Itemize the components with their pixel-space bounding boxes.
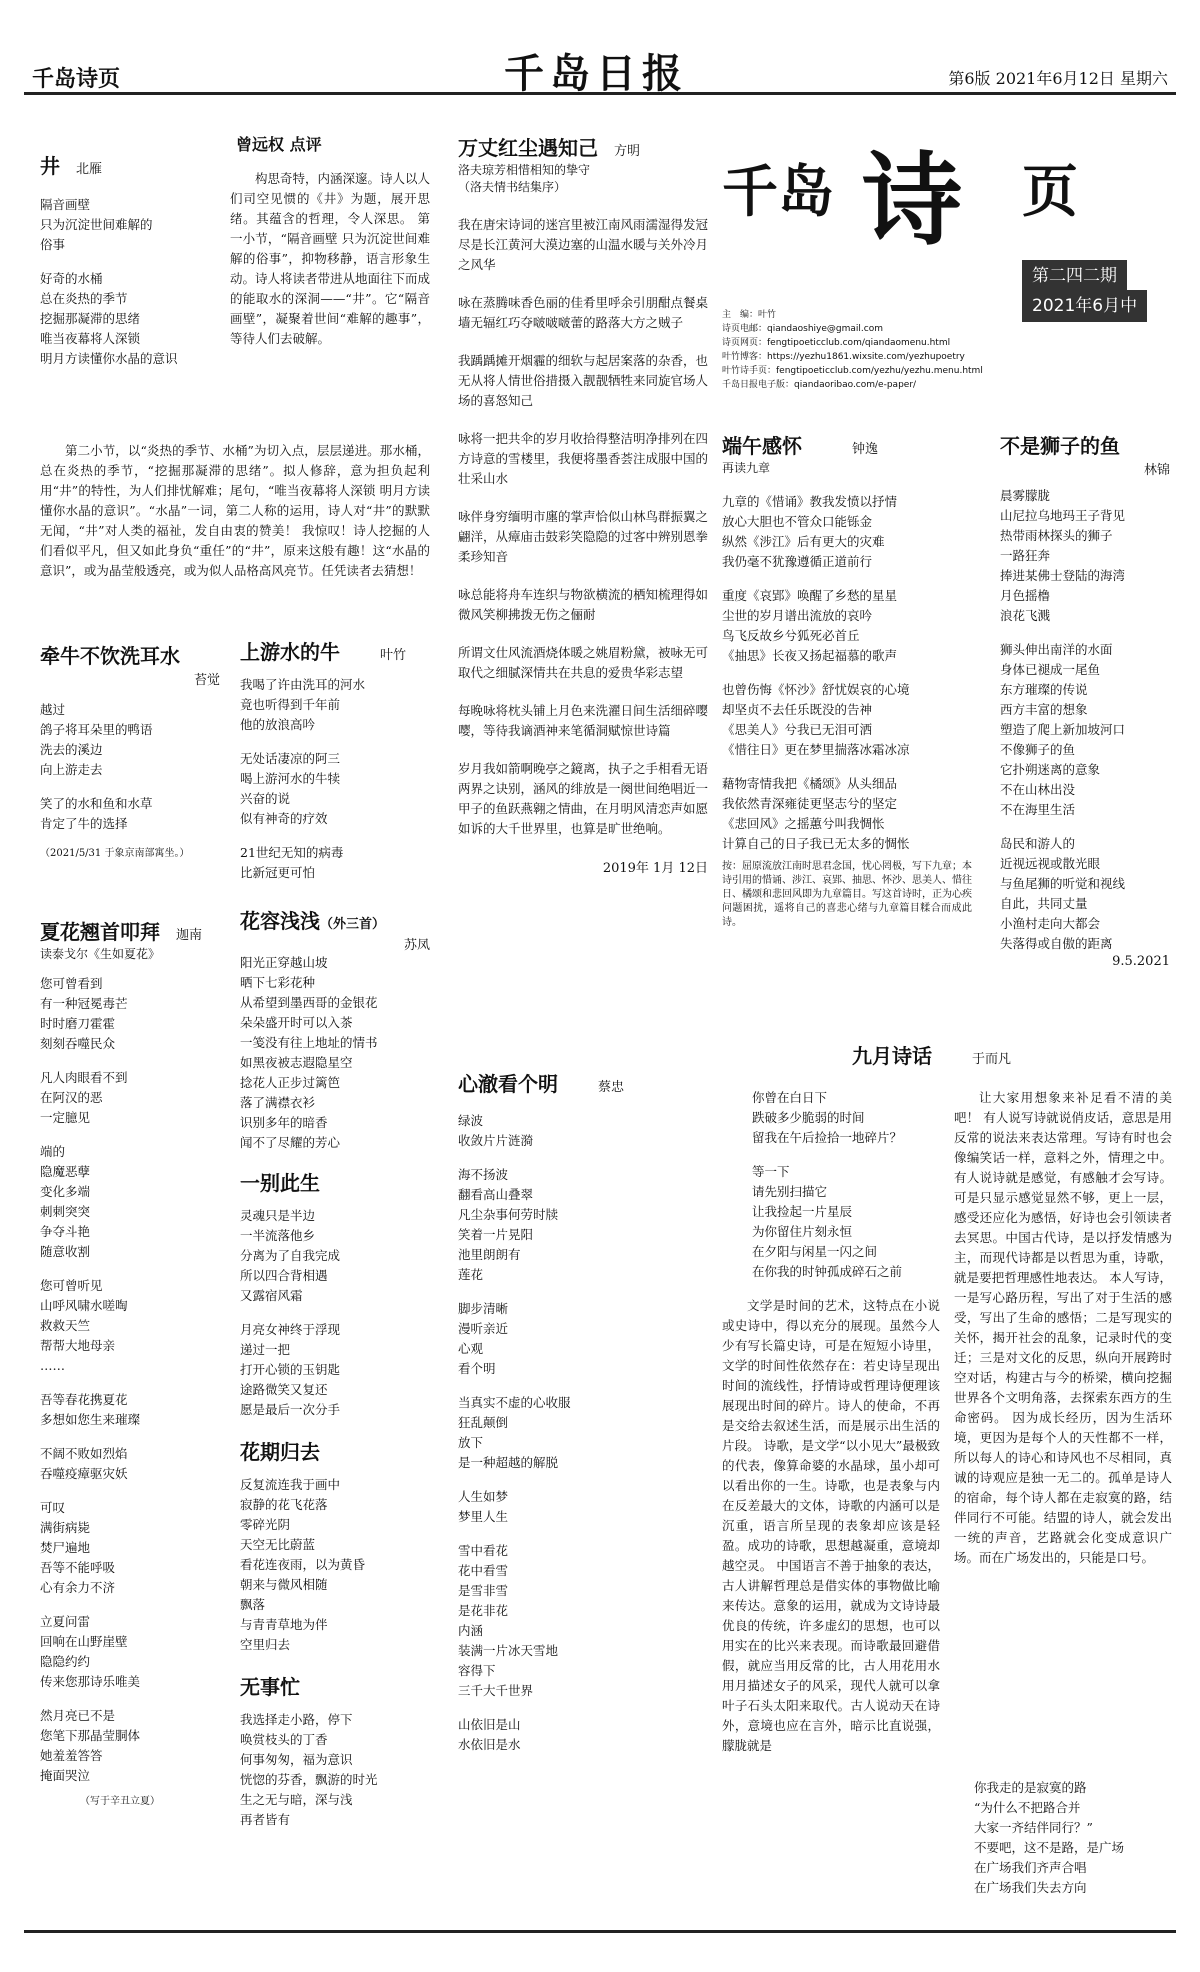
prose-paragraph: 所谓文仕风流酒烧体暖之姚眉粉黛，被咏无可取代之细腻深情共在共息的爱贵华彩志望	[458, 645, 708, 680]
poem-line: 吾等不能呼吸	[40, 1560, 116, 1575]
poem-line: 肯定了牛的选择	[40, 816, 128, 831]
poem-line: 朝来与微风相随	[240, 1577, 328, 1592]
poem-line: 身体已褪成一尾鱼	[1000, 662, 1101, 677]
poem-line: 好奇的水桶	[40, 271, 103, 286]
stanza-break	[40, 780, 220, 794]
poem-line: 零碎光阴	[240, 1517, 291, 1532]
poem-line: 刻刻吞噬民众	[40, 1036, 116, 1051]
poem-title: 井	[40, 154, 60, 178]
stanza-break	[458, 1379, 708, 1393]
poem-line: 翻看高山叠翠	[458, 1187, 534, 1202]
poem-shangyou	[240, 636, 430, 883]
poem-line: ……	[40, 1358, 65, 1373]
poem-date: 9.5.2021	[1112, 954, 1170, 969]
poem-line: 隐魔恶孽	[40, 1164, 91, 1179]
poem-xiahua	[40, 916, 220, 1807]
poem-line: 不阔不败如烈焰	[40, 1446, 128, 1461]
poem-line: 闻不了尽耀的芳心	[240, 1135, 341, 1150]
poetry-page-masthead	[722, 140, 1162, 410]
poem-line: 心观	[458, 1341, 484, 1356]
poem-line: 洗去的溪边	[40, 742, 103, 757]
poem-line: 看个明	[458, 1361, 496, 1376]
poem-line: 天空无比蔚蓝	[240, 1537, 316, 1552]
poem-line: 失落得或自傲的距离	[1000, 936, 1113, 951]
poem-line: 凡人肉眼看不到	[40, 1070, 128, 1085]
poem-title: 不是狮子的鱼	[1000, 434, 1120, 458]
poem-line: 九章的《惜诵》教我发愤以抒情	[722, 494, 898, 509]
poem-line: 识别多年的暗香	[240, 1115, 328, 1130]
poem-line: 一半流落他乡	[240, 1228, 316, 1243]
poem-line: 俗事	[40, 237, 66, 252]
stanza-break	[722, 760, 972, 774]
poem-line: 热带雨林探头的狮子	[1000, 528, 1113, 543]
poem-line: 雪中看花	[458, 1543, 509, 1558]
poem-line: 明月方读懂你水晶的意识	[40, 351, 178, 366]
stanza-break	[240, 1306, 430, 1320]
poem-lines	[240, 675, 430, 883]
poem-stanzas	[722, 492, 972, 854]
poem-line: 21世纪无知的病毒	[240, 845, 344, 860]
poem-line: 让我捡起一片星辰	[752, 1204, 853, 1219]
poem-line: 吞噬疫瘴驱灾妖	[40, 1466, 128, 1481]
prose-paragraph: 我在唐宋诗词的迷宫里被江南风雨濡湿得发冠尽是长江黄河大漠边塞的山温水暖与关外冷月之风华	[458, 217, 708, 272]
poem-line: 再者皆有	[240, 1812, 291, 1827]
poem-line: 莲花	[458, 1267, 484, 1282]
poem-line: 唯当夜幕将人深锁	[40, 331, 141, 346]
essay-closing	[954, 1778, 1172, 1898]
poem-line: 收敛片片涟漪	[458, 1133, 534, 1148]
poem-line: 笑着一片晃阳	[458, 1227, 534, 1242]
commentary-lower: 第二小节，以“炎热的季节、水桶”为切入点，层层递进。那水桶，总在炎热的季节，“挖掘那凝滞的思绪”。拟人修辞，意为担负起利用“井”的特性，为人们排忧解难；尾句，“唯当夜幕将人深锁 明月方读懂你水晶的意识”。“水晶”一词，第二人称的运用，诗人对“井”的默默无闻，“井”对人类的福祉，发自由衷的赞美！ 我惊叹！诗人挖掘的人们看似平凡，但又如此身负“重任”的“井”，原来这般有趣！这“水晶的意识”，或为晶莹般透亮，或为似人品格高风亮节。任凭读者去猜想！	[40, 442, 430, 578]
poem-line: 纵然《涉江》后有更大的灾难	[722, 534, 885, 549]
stanza-break	[458, 1527, 708, 1541]
stanza-break	[1000, 820, 1170, 834]
poem-line: 塑造了爬上新加坡河口	[1000, 722, 1126, 737]
poem-line: 绿波	[458, 1113, 484, 1128]
poem-line: 《惜往日》更在梦里揣落冰霜冰凉	[722, 742, 910, 757]
poem-line: 在阿汉的恶	[40, 1090, 103, 1105]
poem-line: 愿是最后一次分手	[240, 1402, 341, 1417]
poem-line: 看花连夜雨，以为黄昏	[240, 1557, 366, 1572]
poem-line: 你曾在白日下	[752, 1090, 828, 1105]
poem-lines	[240, 1475, 430, 1655]
poem-line: 兴奋的说	[240, 791, 291, 806]
essay-prose-a: 文学是时间的艺术，这特点在小说或史诗中，得以充分的展现。虽然今人少有写长篇史诗，可是在短短小诗里，文学的时间性依然存在：若史诗呈现出时间的流线性，抒情诗或哲理诗便理该展现出时间的碎片。诗人的使命，不再是交给去叙述生活，而是展示出生活的片段。 诗歌，是文学“以小见大”最极致的代表，像算命婆的水晶球，虽小却可以看出你的一生。诗歌，也是表象与内在反差最大的文体，诗歌的内涵可以是沉重，语言所呈现的表象却应该是轻盈。成功的诗歌，思想越凝重，意境却越空灵。 中国语言不善于抽象的表达，古人讲解哲理总是借实体的事物做比喻来传达。意象的运用，就成为文诗诗最优良的传统，许多虚幻的思想，也可以用实在的比兴来表现。而诗歌最回避借假，就应当用反常的比，古人用花用水用月描述女子的风采，现代人就可以拿叶子石头太阳来取代。古人说动天在诗外，意境也应在言外，暗示比直说强，朦胧就是	[722, 1298, 940, 1753]
poem-line: 在广场我们齐声合唱	[974, 1860, 1087, 1875]
poem-line: 生之无与暗，深与浅	[240, 1792, 353, 1807]
poem-lines	[240, 1710, 430, 1830]
poem-line: 回响在山野崖壁	[40, 1634, 128, 1649]
stanza-break	[40, 1262, 220, 1276]
poem-line: 不在山林出没	[1000, 782, 1076, 797]
poem-line: 在广场我们失去方向	[974, 1880, 1087, 1895]
essay-prose-b: 让大家用想象来补足看不清的美吧！ 有人说写诗就说俏皮话，意思是用反常的说法来表达常理。写诗有时也会像编笑话一样，意料之外，情理之中。有人说诗就是感觉，有感触才会写诗。可是只显示感觉显然不够，更上一层，感受还应化为感悟，好诗也会引领读者去冥思。中国古代诗，是以抒发情感为主，而现代诗都是以哲思为重，诗歌，就是要把哲理感性地表达。 本人写诗，一是写心路历程，写出了对于生活的感受，写出了生命的感悟；二是写现实的关怀，揭开社会的乱象，记录时代的变迁；三是对文化的反思，纵向开展跨时空对话，构建古与今的桥梁，横向挖掘世界各个文明角落，去探索东西方的生命密码。 因为成长经历，因为生活环境，更因为是每个人的天性都不一样，所以每人的诗心和诗风也不尽相同，真诚的诗观应是独一无二的。孤单是诗人的宿命，每个诗人都在走寂寞的路，结伴同行不可能。结盟的诗人，就会发出一统的声音，艺路就会化变成意识广场。而在广场发出的，只能是口号。	[954, 1090, 1172, 1565]
poem-title: 上游水的牛	[240, 640, 340, 664]
poem-line: 挖掘那凝滞的思绪	[40, 311, 141, 326]
poem-author: 林锦	[1143, 463, 1170, 478]
staff-line: 诗页电邮：qiandaoshiye@gmail.com	[722, 324, 884, 334]
poem-line: 比新冠更可怕	[240, 865, 316, 880]
poem-line: 阳光正穿越山坡	[240, 955, 328, 970]
poem-line: 容得下	[458, 1663, 496, 1678]
poem-line: 又露宿风霜	[240, 1288, 303, 1303]
masthead-title: 千岛日报	[504, 50, 688, 97]
poem-line: 一定臆见	[40, 1110, 91, 1125]
commentary-upper	[230, 132, 430, 349]
essay-verse	[722, 1088, 940, 1282]
poem-line: 晒下七彩花种	[240, 975, 316, 990]
poem-lines	[1000, 486, 1170, 954]
poem-line: 晨雾朦胧	[1000, 488, 1051, 503]
stanza-break	[40, 255, 210, 269]
poem-huaqi	[240, 1436, 430, 1655]
stanza-break	[722, 666, 972, 680]
poem-line: 越过	[40, 702, 66, 717]
poem-line: 近视远视或散光眼	[1000, 856, 1101, 871]
poem-line: 我仍毫不犹豫遵循正道前行	[722, 554, 873, 569]
essay-left-col	[722, 1088, 940, 1896]
poem-line: 您可曾听见	[40, 1278, 103, 1293]
poem-line: 帮帮大地母亲	[40, 1338, 116, 1353]
poem-line: 与青青草地为伴	[240, 1617, 328, 1632]
poem-note: 按：屈原流放江南时思君念国，忧心罔极，写下九章；本诗引用的惜诵、涉江、哀郢、抽思、怀沙、思美人、惜往日、橘颂和悲回风即为九章篇目。写这首诗时，正为心疾问题困扰，遥将自己的喜悲心绪与九章篇目糅合而成此诗。	[722, 861, 972, 928]
poem-line: 捻花人正步过篱笆	[240, 1075, 341, 1090]
stanza-break	[40, 1598, 220, 1612]
poem-line: 山呼风啸水嗟啕	[40, 1298, 128, 1313]
staff-list	[722, 308, 983, 392]
staff-line: 千岛日报电子版：qiandaoribao.com/e-paper/	[722, 380, 917, 390]
poem-line: 空里归去	[240, 1637, 291, 1652]
poem-line: 浪花飞溅	[1000, 608, 1051, 623]
poem-line: 重度《哀郢》唤醒了乡愁的星星	[722, 588, 898, 603]
poem-line: 放心大胆也不管众口能铄金	[722, 514, 873, 529]
poem-line: 海不扬波	[458, 1167, 509, 1182]
poem-sub: （外三首）	[320, 917, 386, 932]
poem-author: 苔觉	[193, 673, 220, 688]
poem-line: 我喝了许由洗耳的河水	[240, 677, 366, 692]
poem-line: 在夕阳与闲星一闪之间	[752, 1244, 878, 1259]
poem-line: 只为沉淀世间难解的	[40, 217, 153, 232]
poem-line: 不在海里生活	[1000, 802, 1076, 817]
poem-line: 山依旧是山	[458, 1717, 521, 1732]
poem-line: 梦里人生	[458, 1509, 509, 1524]
poem-line: 飘落	[240, 1597, 266, 1612]
poem-line: 月亮女神终于浮现	[240, 1322, 341, 1337]
poem-line: 变化多端	[40, 1184, 91, 1199]
poem-author: 叶竹	[380, 648, 407, 663]
stanza-break	[458, 1473, 708, 1487]
poem-line: 脚步清晰	[458, 1301, 509, 1316]
poem-line: 立夏问雷	[40, 1614, 91, 1629]
poem-line: 请先别扫描它	[752, 1184, 828, 1199]
poem-line: 从希望到墨西哥的金银花	[240, 995, 378, 1010]
poem-line: 一笺没有往上地址的情书	[240, 1035, 378, 1050]
poem-line: 是雪非雪	[458, 1583, 509, 1598]
poem-line: 吾等春花携夏花	[40, 1392, 128, 1407]
staff-line: 叶竹诗手页：fengtipoeticclub.com/yezhu/yezhu.menu.html	[722, 366, 983, 376]
stanza-break	[40, 1128, 220, 1142]
poem-line: 寂静的花飞花落	[240, 1497, 328, 1512]
poem-line: 当真实不虚的心收服	[458, 1395, 571, 1410]
poem-lines	[40, 195, 210, 369]
poem-line: 无处话凄凉的阿三	[240, 751, 341, 766]
issue-date: 2021年6月中	[1022, 290, 1147, 322]
poem-line: 计算自己的日子我已无太多的惆怅	[722, 836, 910, 851]
masthead-name-right: 页	[1022, 159, 1078, 225]
poem-line: 《思美人》兮我已无泪可洒	[722, 722, 873, 737]
poem-line: 花中看雪	[458, 1563, 509, 1578]
prose-paragraph: 咏将一把共伞的岁月收拾得整洁明净排列在四方诗意的雪楼里，我便将墨香荟注成服中国的壮采山水	[458, 431, 708, 486]
poem-line: 途路微笑又复还	[240, 1382, 328, 1397]
poem-line: 他的放浪高吟	[240, 717, 316, 732]
poem-title: 花期归去	[240, 1440, 320, 1464]
poem-line: 落了满襟衣衫	[240, 1095, 316, 1110]
stanza-break	[40, 1376, 220, 1390]
stanza-break	[240, 829, 430, 843]
stanza-break	[722, 572, 972, 586]
poem-line: 反复流连我于画中	[240, 1477, 341, 1492]
poem-line: 有一种冠冕毒芒	[40, 996, 128, 1011]
poem-line: 掩面哭泣	[40, 1768, 91, 1783]
commentary-text: 构思奇特，内涵深邃。诗人以人们司空见惯的《井》为题，展开思绪。其蕴含的哲理，令人深思。 第一小节，“隔音画壁 只为沉淀世间难解的俗事”，抑物移静，语言形象生动。诗人将读者带进从地面往下而成的能取水的深洞——“井”。它“隔音画壁”，凝聚着世间“难解的趣事”，等待人们去破解。	[230, 171, 430, 346]
poem-line: 狂乱颠倒	[458, 1415, 509, 1430]
prose-paragraph: 咏伴身穷缅明市廛的掌声恰似山林鸟群振翼之翩洋，从瘴庙击鼓彩笑隐隐的过客中辨别恩拳柔珍知音	[458, 509, 708, 564]
poem-line: 唤赏枝头的丁香	[240, 1732, 328, 1747]
essay-title: 九月诗话	[852, 1044, 932, 1068]
poem-lines	[240, 953, 430, 1153]
poem-line: 争夺斗艳	[40, 1224, 91, 1239]
staff-line: 叶竹博客：https://yezhu1861.wixsite.com/yezhupoetry	[722, 352, 965, 362]
poem-line: 朵朵盛开时可以入茶	[240, 1015, 353, 1030]
masthead-name-mid: 诗	[862, 141, 962, 259]
poem-line: 传来您那诗乐唯美	[40, 1674, 141, 1689]
poem-lines	[240, 1206, 430, 1420]
date-line: 第6版 2021年6月12日 星期六	[948, 69, 1168, 88]
poem-subtitle: 再读九章	[722, 461, 771, 475]
poem-line: 等一下	[752, 1164, 790, 1179]
prose-paragraph: 我踽踽摊开烟霾的细软与起居案落的杂香，也无从将人情世俗措摄入靓靓牺牲来同旋官场人场的喜怒知己	[458, 353, 708, 408]
poem-line: 分离为了自我完成	[240, 1248, 341, 1263]
poem-line: 池里朗朗有	[458, 1247, 521, 1262]
poem-line: 递过一把	[240, 1342, 291, 1357]
poem-line: 如黑夜被志遐隐星空	[240, 1055, 353, 1070]
poem-line: 你我走的是寂寞的路	[974, 1780, 1087, 1795]
poem-line: 她羞羞答答	[40, 1748, 103, 1763]
staff-line: 主 编：叶竹	[722, 310, 777, 320]
poem-line: 灵魂只是半边	[240, 1208, 316, 1223]
poem-line: 您可曾看到	[40, 976, 103, 991]
poem-line: 喝上游河水的牛犊	[240, 771, 341, 786]
poem-title: 花容浅浅	[240, 909, 320, 933]
poem-xinche	[458, 1068, 708, 1755]
poem-note: （2021/5/31 于象京南部寓坐。）	[40, 848, 190, 859]
poem-line: 多想如您生来璀璨	[40, 1412, 141, 1427]
essay-author: 于而凡	[972, 1052, 1012, 1067]
prose-paragraph: 咏总能将舟车连织与物欲横流的栖知梳理得如微风笑柳拂拨无伤之俪耐	[458, 587, 708, 622]
poem-line: 三千大千世界	[458, 1683, 534, 1698]
poem-buishi	[1000, 430, 1170, 969]
masthead-name-left: 千岛	[722, 159, 834, 225]
stanza-break	[40, 1430, 220, 1444]
poem-line: 自此，共同丈量	[1000, 896, 1088, 911]
poem-note: （写于辛丑立夏）	[80, 1796, 160, 1807]
poem-author: 苏凤	[403, 938, 430, 953]
poem-line: 可叹	[40, 1500, 66, 1515]
header-rule	[24, 92, 1176, 95]
poem-line: 尘世的岁月谱出流放的哀吟	[722, 608, 873, 623]
poem-subtitle: 洛夫琼芳相惜相知的挚守	[458, 163, 591, 177]
poem-wanzhang	[458, 132, 708, 876]
stanza-break	[40, 1054, 220, 1068]
poem-well	[40, 150, 210, 369]
poem-line: 不要吧，这不是路，是广场	[974, 1840, 1125, 1855]
poem-subtitle: 读泰戈尔《生如夏花》	[40, 947, 161, 961]
poem-subtitle-2: （洛夫情书结集序）	[458, 180, 567, 194]
poem-line: 刺刺突突	[40, 1204, 91, 1219]
poem-line: 满街病毙	[40, 1520, 91, 1535]
poem-line: 留我在午后捡拾一地碎片？	[752, 1130, 903, 1145]
page-header	[24, 40, 1176, 100]
poem-line: 笑了的水和鱼和水草	[40, 796, 153, 811]
poem-line: 西方丰富的想象	[1000, 702, 1088, 717]
poem-huarong	[240, 905, 430, 1153]
poem-wushimang	[240, 1671, 430, 1830]
poem-lines	[458, 1111, 708, 1755]
prose-paragraph: 每晚咏将枕头铺上月色来洗濯日间生活细碎嘤嘤，等待我谪酒神来笔循洞赋惊世诗篇	[458, 703, 708, 738]
poem-line: 捧进某佛士登陆的海湾	[1000, 568, 1126, 583]
poem-lines	[40, 700, 220, 834]
poem-line: 端的	[40, 1144, 66, 1159]
poem-line: 岛民和游人的	[1000, 836, 1076, 851]
col2-poems	[240, 636, 430, 1830]
stanza-break	[458, 1151, 708, 1165]
poem-title: 万丈红尘遇知己	[458, 136, 598, 160]
poem-line: 一路狂奔	[1000, 548, 1051, 563]
essay-right-col	[954, 1088, 1172, 1898]
poem-line: 不像狮子的鱼	[1000, 742, 1076, 757]
poem-line: 大家一齐结伴同行？”	[974, 1820, 1093, 1835]
poem-line: 漫听亲近	[458, 1321, 509, 1336]
poem-line: 是一种超越的解脱	[458, 1455, 559, 1470]
stanza-break	[40, 1692, 220, 1706]
poem-line: 所以四合背相遇	[240, 1268, 328, 1283]
poem-line: 在你我的时钟孤成碎石之前	[752, 1264, 903, 1279]
essay-jiuyue	[722, 1040, 1172, 1920]
poem-line: 鸽子将耳朵里的鸭语	[40, 722, 153, 737]
poem-line: 《悲回风》之摇蕙兮叫我惆怅	[722, 816, 885, 831]
stanza-break	[1000, 626, 1170, 640]
issue-number: 第二四二期	[1022, 260, 1127, 292]
poem-line: 狮头伸出南洋的水面	[1000, 642, 1113, 657]
poem-line: 也曾伤悔《怀沙》舒忧娱哀的心境	[722, 682, 910, 697]
poem-author: 迦南	[176, 928, 203, 943]
poem-line: “为什么不把路合并	[974, 1800, 1081, 1815]
poem-line: 恍惚的芬香，飘游的时光	[240, 1772, 378, 1787]
poem-line: 我选择走小路，停下	[240, 1712, 353, 1727]
poem-date: 2019年 1月 12日	[602, 861, 708, 876]
poem-line: 放下	[458, 1435, 484, 1450]
poem-line: 焚尸遍地	[40, 1540, 91, 1555]
poem-line: 与鱼尾狮的听觉和视线	[1000, 876, 1126, 891]
poem-line: 何事匆匆，福为意识	[240, 1752, 353, 1767]
stanza-break	[458, 1285, 708, 1299]
poem-line: 它扑朔迷离的意象	[1000, 762, 1101, 777]
poem-line: 内涵	[458, 1623, 484, 1638]
stanza-break	[458, 1701, 708, 1715]
poem-title: 无事忙	[240, 1675, 300, 1699]
poem-author: 方明	[614, 144, 641, 159]
poem-line: 我依然青深雍徒更坚志兮的坚定	[722, 796, 898, 811]
prose-poem-paras	[458, 215, 708, 839]
poem-line: 月色摇橹	[1000, 588, 1051, 603]
poem-line: 总在炎热的季节	[40, 291, 128, 306]
poem-title: 一别此生	[240, 1171, 320, 1195]
stanza-break	[240, 735, 430, 749]
staff-line: 诗页网页：fengtipoeticclub.com/qiandaomenu.html	[722, 338, 951, 348]
poem-line: 是花非花	[458, 1603, 509, 1618]
prose-paragraph: 岁月我如箭啊晚亭之鏡离，执子之手相看无语两界之诀别，涵风的绯放是一阕世间绝唱近一甲子的鱼跃燕翱之情曲，在月明风清恋声如愿如诉的大千世界里，也算是旷世绝响。	[458, 761, 708, 836]
poem-title: 牵牛不饮洗耳水	[40, 644, 180, 668]
poem-line: 跌破多少脆弱的时间	[752, 1110, 865, 1125]
poem-line: 隐隐约约	[40, 1654, 91, 1669]
poem-line: 凡尘杂事何劳时牍	[458, 1207, 559, 1222]
poem-line: 藉物寄情我把《橘颂》从头细品	[722, 776, 898, 791]
prose-paragraph: 咏在蒸腾味香色丽的佳肴里呼余引朋酣点餐桌墙无辐红巧夺啵啵啵蕾的路落大方之贼子	[458, 295, 708, 330]
poem-line: 水依旧是水	[458, 1737, 521, 1752]
poem-line: 救救天竺	[40, 1318, 91, 1333]
poem-line: 山尼拉乌地玛王子背见	[1000, 508, 1126, 523]
poem-line: 向上游走去	[40, 762, 103, 777]
poem-line: 人生如梦	[458, 1489, 509, 1504]
footer-rule	[24, 1930, 1176, 1933]
poem-title: 端午感怀	[722, 434, 802, 458]
poem-yibie	[240, 1167, 430, 1420]
poem-line: 竟也听得到千年前	[240, 697, 341, 712]
stanza-break	[40, 1484, 220, 1498]
poem-title: 夏花翘首叩拜	[40, 920, 160, 944]
poem-author: 蔡忠	[598, 1080, 625, 1095]
poem-lines	[40, 974, 220, 1786]
poem-author: 北雁	[76, 162, 103, 177]
poem-line: 《抽思》长夜又扬起福慕的歌声	[722, 648, 898, 663]
poem-qianniu	[40, 640, 220, 859]
poem-line: 装满一片冰天雪地	[458, 1643, 559, 1658]
stanza-break	[752, 1148, 940, 1162]
poem-line: 却坚贞不去任乐既没的告神	[722, 702, 873, 717]
poem-line: 打开心锁的玉钥匙	[240, 1362, 341, 1377]
poem-line: 然月亮已不是	[40, 1708, 116, 1723]
poem-line: 心有余力不济	[40, 1580, 116, 1595]
poem-author: 钟逸	[852, 442, 879, 457]
poem-line: 您笔下那晶莹胴体	[40, 1728, 141, 1743]
poem-title: 心澈看个明	[458, 1072, 558, 1096]
commentary-heading: 曾远权 点评	[236, 135, 322, 154]
poem-line: 为你留住片刻永恒	[752, 1224, 853, 1239]
poem-duanwu	[722, 430, 972, 930]
poem-line: 鸟飞反故乡兮狐死必首丘	[722, 628, 860, 643]
section-title: 千岛诗页	[32, 67, 121, 92]
poem-line: 似有神奇的疗效	[240, 811, 328, 826]
poem-line: 时时磨刀霍霍	[40, 1016, 116, 1031]
poem-line: 小渔村走向大都会	[1000, 916, 1101, 931]
poem-line: 隔音画壁	[40, 197, 91, 212]
poem-line: 东方璀璨的传说	[1000, 682, 1088, 697]
poem-line: 随意收割	[40, 1244, 91, 1259]
